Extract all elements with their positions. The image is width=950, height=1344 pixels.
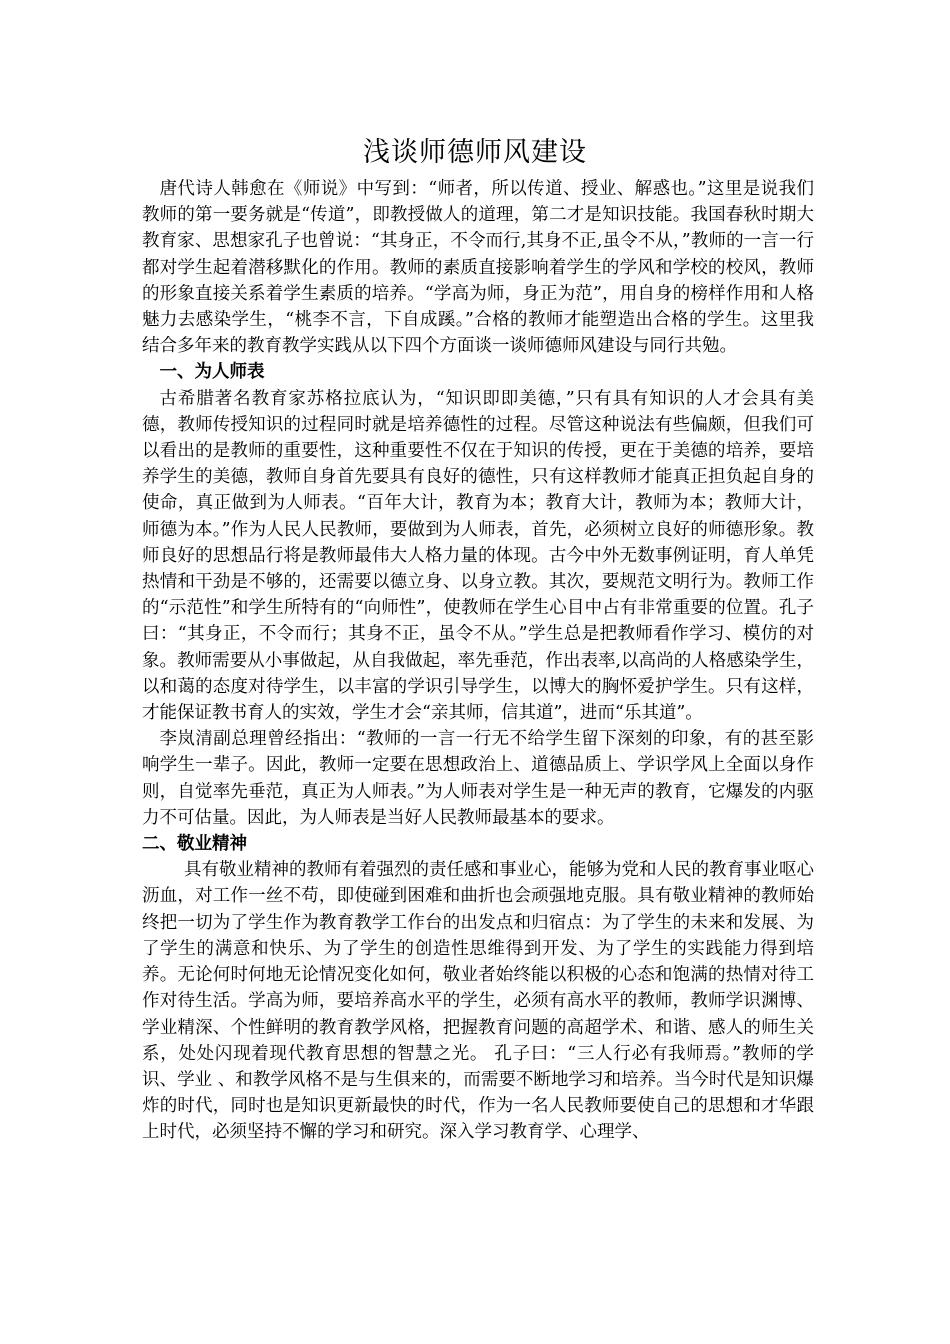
page-title: 浅谈师德师风建设 [363, 137, 587, 168]
section1-paragraph-1: 古希腊著名教育家苏格拉底认为，“知识即即美德，”只有具有知识的人才会具有美德，教师传授知识的过程同时就是培养德性的过程。尽管这种说法有些偏颇，但我们可以看出的是教师的重要性，这种重要性不仅在于知识的传授，更在于美德的培养，要培养学生的美德，教师自身首先要具有良好的德性，只有这样教师才能真正担负起自身的使命，真正做到为人师表。“百年大计，教育为本；教育大计，教师为本；教师大计，师德为本。”作为人民人民教师，要做到为人师表，首先，必须树立良好的师德形象。教师良好的思想品行将是教师最伟大人格力量的体现。古今中外无数事例证明，育人单凭热情和干劲是不够的，还需要以德立身、以身立教。其次，要规范文明行为。教师工作的“示范性”和学生所特有的“向师性”，使教师在学生心目中占有非常重要的位置。孔子曰：“其身正，不令而行；其身不正，虽令不从。”学生总是把教师看作学习、模仿的对象。教师需要从小事做起，从自我做起，率先垂范，作出表率,以高尚的人格感染学生，以和蔼的态度对待学生，以丰富的学识引导学生，以博大的胸怀爱护学生。只有这样，才能保证教书育人的实效，学生才会“亲其师，信其道”，进而“乐其道”。 [142, 388, 814, 724]
section2-paragraph-1: 具有敬业精神的教师有着强烈的责任感和事业心，能够为党和人民的教育事业呕心沥血，对工作一丝不苟，即使碰到困难和曲折也会顽强地克服。具有敬业精神的教师始终把一切为了学生作为教育教学工作台的出发点和归宿点：为了学生的未来和发展、为了学生的满意和快乐、为了学生的创造性思维得到开发、为了学生的实践能力得到培养。无论何时何地无论情况变化如何，敬业者始终能以积极的心态和饱满的热情对待工作对待生活。学高为师，要培养高水平的学生，必须有高水平的教师，教师学识渊博、学业精深、个性鲜明的教育教学风格，把握教育问题的高超学术、和谐、感人的师生关系，处处闪现着现代教育思想的智慧之光。 孔子曰：“三人行必有我师焉。”教师的学识、学业 、和教学风格不是与生俱来的，而需要不断地学习和培养。当今时代是知识爆炸的时代，同时也是知识更新最快的时代，作为一名人民教师要使自己的思想和才华跟上时代，必须坚持不懈的学习和研究。深入学习教育学、心理学、 [142, 860, 814, 1143]
section-heading-2: 二、敬业精神 [142, 834, 247, 855]
intro-paragraph: 唐代诗人韩愈在《师说》中写到：“师者，所以传道、授业、解惑也。”这里是说我们教师的第一要务就是“传道”，即教授做人的道理，第二才是知识技能。我国春秋时期大教育家、思想家孔子也曾说：“其身正，不令而行,其身不正,虽令不从，”教师的一言一行都对学生起着潜移默化的作用。教师的素质直接影响着学生的学风和学校的校风，教师的形象直接关系着学生素质的培养。“学高为师，身正为范”，用自身的榜样作用和人格魅力去感染学生，“桃李不言，下自成蹊。”合格的教师才能塑造出合格的学生。这里我结合多年来的教育教学实践从以下四个方面谈一谈师德师风建设与同行共勉。 [142, 179, 814, 357]
document-body [142, 176, 814, 1146]
section1-paragraph-2: 李岚清副总理曾经指出：“教师的一言一行无不给学生留下深刻的印象，有的甚至影响学生一辈子。因此，教师一定要在思想政治上、道德品质上、学识学风上全面以身作则，自觉率先垂范，真正为人师表。”为人师表对学生是一种无声的教育，它爆发的内驱力不可估量。因此，为人师表是当好人民教师最基本的要求。 [142, 729, 814, 828]
section-heading-1: 一、为人师表 [159, 362, 265, 383]
